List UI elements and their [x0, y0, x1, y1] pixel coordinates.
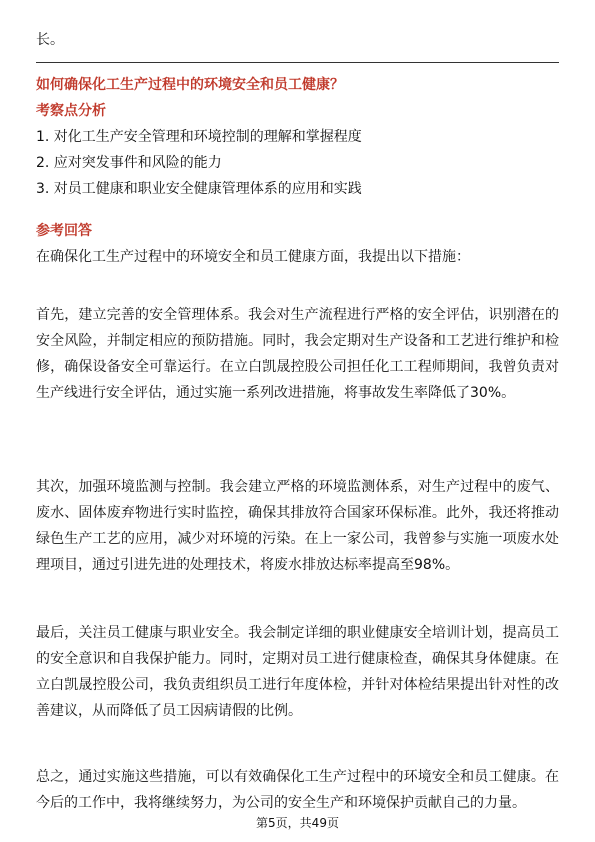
section-divider — [36, 62, 559, 63]
answer-paragraph: 最后，关注员工健康与职业安全。我会制定详细的职业健康安全培训计划，提高员工的安全意识和自我保护能力。同时，定期对员工进行健康检查，确保其身体健康。在立白凯晟控股公司，我负责组织员工进行年度体检，并针对体检结果提出针对性的改善建议，从而降低了员工因病请假的比例。 — [36, 625, 559, 719]
analysis-points — [36, 124, 559, 202]
analysis-title: 考察点分析 — [36, 103, 106, 119]
answer-intro: 在确保化工生产过程中的环境安全和员工健康方面，我提出以下措施： — [36, 249, 470, 265]
analysis-point: 1. 对化工生产安全管理和环境控制的理解和掌握程度 — [36, 129, 362, 145]
question-heading: 如何确保化工生产过程中的环境安全和员工健康？ — [36, 77, 344, 93]
leading-fragment: 长。 — [36, 32, 64, 48]
answer-paragraph: 总之，通过实施这些措施，可以有效确保化工生产过程中的环境安全和员工健康。在今后的工作中，我将继续努力，为公司的安全生产和环境保护贡献自己的力量。 — [36, 769, 559, 811]
answer-title: 参考回答 — [36, 223, 92, 239]
analysis-point: 3. 对员工健康和职业安全健康管理体系的应用和实践 — [36, 181, 362, 197]
page-number: 第5页，共49页 — [256, 816, 339, 830]
analysis-point: 2. 应对突发事件和风险的能力 — [36, 155, 222, 171]
answer-paragraph: 首先，建立完善的安全管理体系。我会对生产流程进行严格的安全评估，识别潜在的安全风险，并制定相应的预防措施。同时，我会定期对生产设备和工艺进行维护和检修，确保设备安全可靠运行。在立白凯晟控股公司担任化工工程师期间，我曾负责对生产线进行安全评估，通过实施一系列改进措施，将事故发生率降低了30%。 — [36, 307, 559, 401]
answer-paragraph: 其次，加强环境监测与控制。我会建立严格的环境监测体系，对生产过程中的废气、废水、固体废弃物进行实时监控，确保其排放符合国家环保标准。此外，我还将推动绿色生产工艺的应用，减少对环境的污染。在上一家公司，我曾参与实施一项废水处理项目，通过引进先进的处理技术，将废水排放达标率提高至98%。 — [36, 479, 559, 573]
